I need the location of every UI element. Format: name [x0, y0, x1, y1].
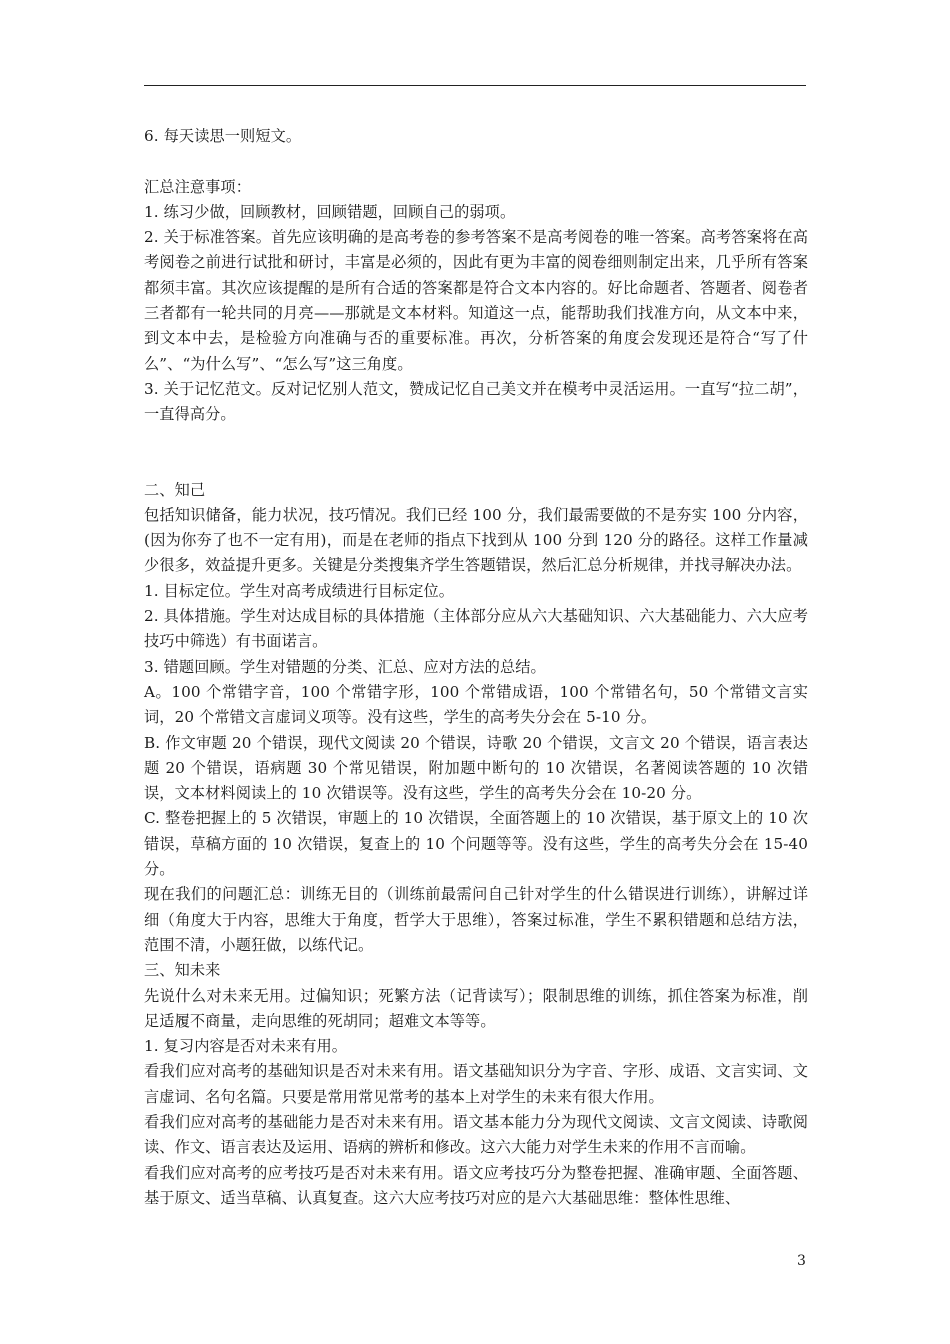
summary-heading: 汇总注意事项： — [144, 177, 252, 196]
section-2-item-b: B. 作文审题 20 个错误，现代文阅读 20 个错误，诗歌 20 个错误，文言文 20 个错误，语言表达题 20 个错误，语病题 30 个常见错误，附加题中断句的 10 次错误，名著阅读答题的 10 次错误，文本材料阅读上的 10 次错误等。没有这些，学生的高考失分会在 10-20 分。 — [144, 733, 808, 803]
section-3-intro: 先说什么对未来无用。过偏知识；死繁方法（记背读写）；限制思维的训练，抓住答案为标准，削足适履不商量，走向思维的死胡同；超难文本等等。 — [144, 986, 808, 1030]
summary-item-1: 1. 练习少做，回顾教材，回顾错题，回顾自己的弱项。 — [144, 202, 516, 221]
document-body — [144, 124, 808, 1211]
summary-item-3: 3. 关于记忆范文。反对记忆别人范文，赞成记忆自己美文并在模考中灵活运用。一直写“拉二胡”，一直得高分。 — [144, 379, 808, 424]
section-2-summary: 现在我们的问题汇总：训练无目的（训练前最需问自己针对学生的什么错误进行训练），讲解过详细（角度大于内容，思维大于角度，哲学大于思维），答案过标准，学生不累积错题和总结方法，范围不清，小题狂做，以练代记。 — [144, 885, 808, 954]
section-3-paragraph-1: 看我们应对高考的基础知识是否对未来有用。语文基础知识分为字音、字形、成语、文言实词、文言虚词、名句名篇。只要是常用常见常考的基本上对学生的未来有很大作用。 — [144, 1062, 808, 1106]
section-2-intro: 包括知识储备，能力状况，技巧情况。我们已经 100 分，我们最需要做的不是夯实 100 分内容，(因为你夯了也不一定有用)，而是在老师的指点下找到从 100 分到 120 分的路径。这样工作量减少很多，效益提升更多。关键是分类搜集齐学生答题错误，然后汇总分析规律，并找寻解决办法。 — [144, 505, 808, 575]
spacer — [144, 149, 808, 174]
section-3-item-1: 1. 复习内容是否对未来有用。 — [144, 1037, 348, 1056]
section-2-item-c: C. 整卷把握上的 5 次错误，审题上的 10 次错误，全面答题上的 10 次错误，基于原文上的 10 次错误，草稿方面的 10 次错误，复查上的 10 个问题等等。没有这些，学生的高考失分会在 15-40 分。 — [144, 809, 808, 879]
section-2-heading: 二、知己 — [144, 480, 206, 499]
item-6: 6. 每天读思一则短文。 — [144, 127, 302, 145]
section-2-item-2: 2. 具体措施。学生对达成目标的具体措施（主体部分应从六大基础知识、六大基础能力、六大应考技巧中筛选）有书面诺言。 — [144, 607, 808, 651]
spacer — [144, 428, 808, 478]
section-2-item-3: 3. 错题回顾。学生对错题的分类、汇总、应对方法的总结。 — [144, 657, 546, 676]
header-rule — [144, 85, 806, 86]
section-3-heading: 三、知未来 — [144, 961, 221, 980]
section-2-item-1: 1. 目标定位。学生对高考成绩进行目标定位。 — [144, 581, 455, 600]
summary-item-2: 2. 关于标准答案。首先应该明确的是高考卷的参考答案不是高考阅卷的唯一答案。高考答案将在高考阅卷之前进行试批和研讨，丰富是必须的，因此有更为丰富的阅卷细则制定出来，几乎所有答案都须丰富。其次应该提醒的是所有合适的答案都是符合文本内容的。好比命题者、答题者、阅卷者三者都有一轮共同的月亮——那就是文本材料。知道这一点，能帮助我们找准方向，从文本中来，到文本中去，是检验方向准确与否的重要标准。再次，分析答案的角度会发现还是符合“写了什么”、“为什么写”、“怎么写”这三角度。 — [144, 228, 808, 373]
section-2-item-a: A。100 个常错字音，100 个常错字形，100 个常错成语，100 个常错名句，50 个常错文言实词，20 个常错文言虚词义项等。没有这些，学生的高考失分会在 5-10 分。 — [144, 682, 808, 727]
section-3-paragraph-2: 看我们应对高考的基础能力是否对未来有用。语文基本能力分为现代文阅读、文言文阅读、诗歌阅读、作文、语言表达及运用、语病的辨析和修改。这六大能力对学生未来的作用不言而喻。 — [144, 1112, 808, 1157]
page-number: 3 — [797, 1253, 806, 1269]
section-3-paragraph-3: 看我们应对高考的应考技巧是否对未来有用。语文应考技巧分为整卷把握、准确审题、全面答题、基于原文、适当草稿、认真复查。这六大应考技巧对应的是六大基础思维：整体性思维、 — [144, 1163, 808, 1207]
